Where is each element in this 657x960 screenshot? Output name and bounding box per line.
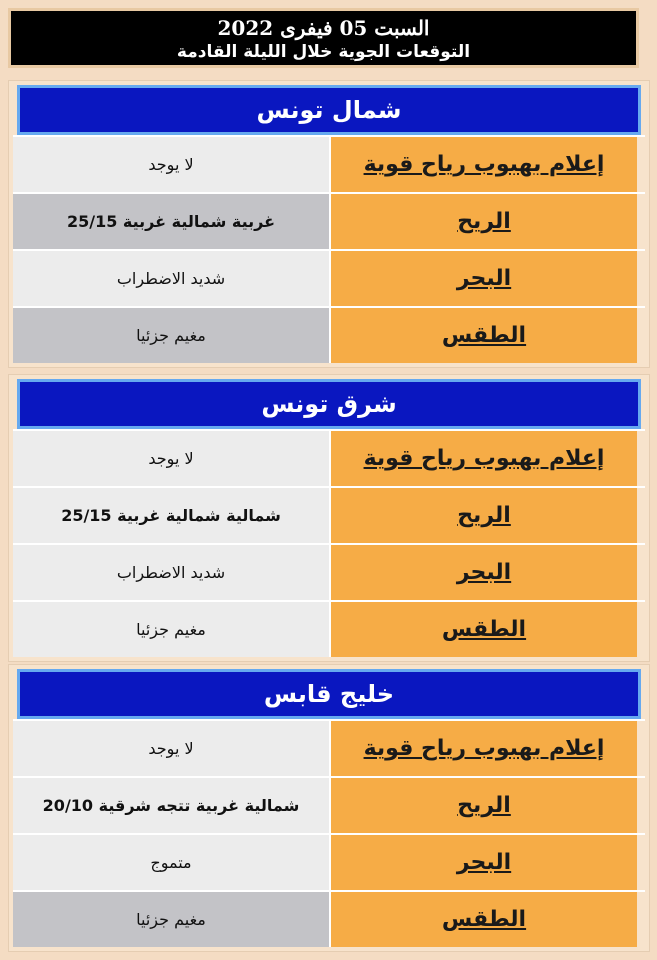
sea-label: البحر [329, 251, 637, 306]
weather-value: مغيم جزئيا [13, 892, 329, 947]
table-row [13, 600, 645, 657]
region-title: شمال تونس [17, 85, 641, 135]
forecast-date: السبت 05 فيفرى 2022 [217, 16, 430, 40]
section-east-tunisia [8, 374, 650, 662]
table-row [13, 306, 645, 363]
sea-value: متموج [13, 835, 329, 890]
forecast-subtitle: التوقعات الجوية خلال الليلة القادمة [176, 42, 471, 62]
wind-value: غربية شمالية غربية 25/15 [13, 194, 329, 249]
weather-value: مغيم جزئيا [13, 308, 329, 363]
weather-label: الطقس [329, 308, 637, 363]
strong-wind-warning-label: إعلام بهبوب رياح قوية [329, 721, 637, 776]
strong-wind-warning-label: إعلام بهبوب رياح قوية [329, 137, 637, 192]
weather-label: الطقس [329, 892, 637, 947]
region-title: شرق تونس [17, 379, 641, 429]
table-row [13, 543, 645, 600]
sea-value: شديد الاضطراب [13, 251, 329, 306]
wind-value: شمالية شمالية غربية 25/15 [13, 488, 329, 543]
sea-value: شديد الاضطراب [13, 545, 329, 600]
weather-value: مغيم جزئيا [13, 602, 329, 657]
region-title: خليج قابس [17, 669, 641, 719]
strong-wind-warning-label: إعلام بهبوب رياح قوية [329, 431, 637, 486]
table-row [13, 776, 645, 833]
strong-wind-warning-value: لا يوجد [13, 137, 329, 192]
table-row [13, 890, 645, 947]
table-row [13, 719, 645, 776]
section-north-tunisia [8, 80, 650, 368]
table-row [13, 833, 645, 890]
forecast-header [8, 8, 639, 68]
table-row [13, 135, 645, 192]
weather-label: الطقس [329, 602, 637, 657]
wind-label: الريح [329, 488, 637, 543]
wind-label: الريح [329, 778, 637, 833]
wind-value: شمالية غربية تتجه شرقية 20/10 [13, 778, 329, 833]
section-gulf-of-gabes [8, 664, 650, 952]
wind-label: الريح [329, 194, 637, 249]
table-row [13, 249, 645, 306]
sea-label: البحر [329, 545, 637, 600]
strong-wind-warning-value: لا يوجد [13, 431, 329, 486]
sea-label: البحر [329, 835, 637, 890]
table-row [13, 429, 645, 486]
strong-wind-warning-value: لا يوجد [13, 721, 329, 776]
table-row [13, 192, 645, 249]
table-row [13, 486, 645, 543]
